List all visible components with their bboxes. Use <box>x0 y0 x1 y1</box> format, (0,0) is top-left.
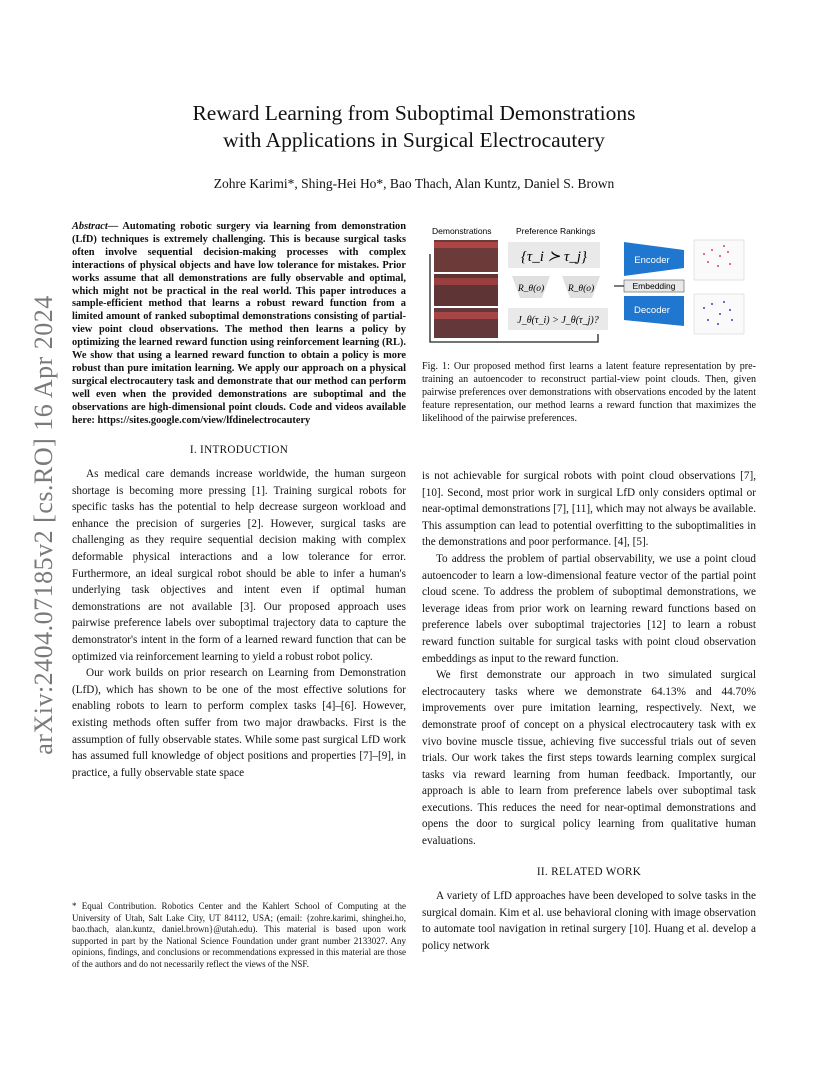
fig-label-decoder: Decoder <box>634 305 670 316</box>
right-paragraph-3: We first demonstrate our approach in two simulated surgical electrocautery tasks where we demonstrate 64.13% and 44.70% improvements over pure imitation learning, respectively. Next, we demonstrate proof of concept on a physical electrocautery task with ex vivo bovine muscle tissue, achieving five successful trials out of seven trials. Our work takes the first steps towards learning complex surgical tasks via reward learning from human feedback. Importantly, our approach is able to learn from preference labels over suboptimal task executions. This reduces the need for near-optimal demonstrations and opens the door to surgical policy learning from qualitative human evaluations. <box>422 669 756 848</box>
title-line-2: with Applications in Surgical Electrocautery <box>223 128 605 152</box>
formula-reward-1: R_θ(o) <box>517 284 545 294</box>
formula-reward-2: R_θ(o) <box>567 284 595 294</box>
footnote: * Equal Contribution. Robotics Center and the Kahlert School of Computing at the University of Utah, Salt Lake City, UT 84112, USA; (email: {zohre.karimi, shinghei.ho, bao.thach, alan.kuntz, daniel.brown}@utah.edu). This material is based upon work supported in part by the National Science Foundation under grant number 2133027. Any opinions, findings, and conclusions or recommendations expressed in this material are those of the authors and do not necessarily reflect the views of the NSF. <box>72 901 406 969</box>
formula-objective: J_θ(τ_i) > J_θ(τ_j)? <box>517 315 599 326</box>
right-column <box>422 468 756 955</box>
fig-label-embedding: Embedding <box>632 281 676 291</box>
arxiv-stamp <box>14 290 74 760</box>
abstract-label: Abstract <box>72 221 108 232</box>
intro-paragraph-2: Our work builds on prior research on Learning from Demonstration (LfD), which has shown to be one of the most effective solutions for enabling robots to learn to perform complex tasks [4]–[6]. However, existing methods often suffer from two major drawbacks. First is the assumption of fully observable states. While some past surgical LfD work has assumed full knowledge of object positions and properties [7]–[9], in practice, a fully observable state space <box>72 667 406 779</box>
left-column <box>72 221 406 781</box>
fig-label-encoder: Encoder <box>634 255 670 266</box>
fig-label-demonstrations: Demonstrations <box>432 226 492 236</box>
fig-label-preference: Preference Rankings <box>516 226 596 236</box>
formula-preference: {τ_i ≻ τ_j} <box>520 249 588 265</box>
author-list: Zohre Karimi*, Shing-Hei Ho*, Bao Thach, Alan Kuntz, Daniel S. Brown <box>213 176 615 191</box>
abstract-text: — Automating robotic surgery via learning from demonstration (LfD) techniques is extremely challenging. This is because surgical tasks often involve sequential decision-making processes with complex interactions of physical objects and have low tolerance for mistakes. Prior works assume that all demonstrations are fully observable and optimal, which might not be practical in the real world. This paper introduces a sample-efficient method that learns a robust reward function from a limited amount of ranked suboptimal demonstrations consisting of partial-view point cloud observations. The method then learns a policy by optimizing the learned reward function using reinforcement learning (RL). We show that using a learned reward function to obtain a policy is more robust than pure imitation learning. We apply our approach on a physical surgical electrocautery task and demonstrate that our method can perform well even when the provided demonstrations are suboptimal and the observations are high-dimensional point clouds. Code and videos available here: https://sites.google.com/view/lfdinelectrocautery <box>72 221 406 426</box>
point-cloud-input <box>694 240 744 280</box>
right-paragraph-1: is not achievable for surgical robots with point cloud observations [7], [10]. Second, most prior work in surgical LfD only considers optimal or near-optimal demonstrations [7], [11], which may not always be available. This assumption can lead to potential overfitting to the suboptimalities in the demonstrations and poor performance. [4], [5]. <box>422 470 756 549</box>
right-paragraph-4: A variety of LfD approaches have been developed to solve tasks in the surgical domain. Kim et al. use behavioral cloning with image observation to automate tool navigation in retinal surgery [10]. Huang et al. develop a policy network <box>422 890 756 953</box>
right-paragraph-2: To address the problem of partial observability, we use a point cloud autoencoder to learn a low-dimensional feature vector of the partial point cloud scene. To address the problem of suboptimal demonstrations, we leverage ideas from prior work on learning reward functions based on preference labels over suboptimal trajectories [12] to learn a robust reward function suitable for surgical tasks with point cloud observation embeddings as input to the reward function. <box>422 552 756 665</box>
arxiv-stamp-text: arXiv:2404.07185v2 [cs.RO] 16 Apr 2024 <box>29 295 58 755</box>
figure-caption: Fig. 1: Our proposed method first learns a latent feature representation by pre-training an autoencoder to reconstruct partial-view point clouds. Then, given pairwise preferences over demonstrations with observations encoded by the latent feature representation, our method learns a reward function that maximizes the likelihood of the pairwise preferences. <box>422 361 756 424</box>
figure-1 <box>428 224 750 346</box>
section-heading-related-work: II. RELATED WORK <box>536 865 642 878</box>
paper-title <box>0 100 828 154</box>
section-heading-introduction: I. INTRODUCTION <box>189 443 289 456</box>
title-line-1: Reward Learning from Suboptimal Demonstrations <box>192 101 636 125</box>
abstract <box>72 221 406 428</box>
demo-photo-1-tissue <box>434 242 498 248</box>
demo-photo-3-tissue <box>434 312 498 319</box>
demo-photo-2-tissue <box>434 278 498 285</box>
intro-paragraph-1: As medical care demands increase worldwide, the human surgeon shortage is becoming more pressing [1]. Training surgical robots for specific tasks has the potential to help decrease surgeon workload and enhance the precision of surgeries [2]. However, surgical tasks are challenging as they require sequential decision making with complex deformable physical interactions and a low tolerance for error. Furthermore, an ideal surgical robot should be able to infer a human's underlying task objectives and intent even if optimal human demonstrations are not available [3]. Our proposed approach uses pairwise preference labels over suboptimal trajectory data to capture the demonstrator's intent in the form of a learned reward function that can be optimized via reinforcement learning to yield a robust robot policy. <box>72 468 406 663</box>
